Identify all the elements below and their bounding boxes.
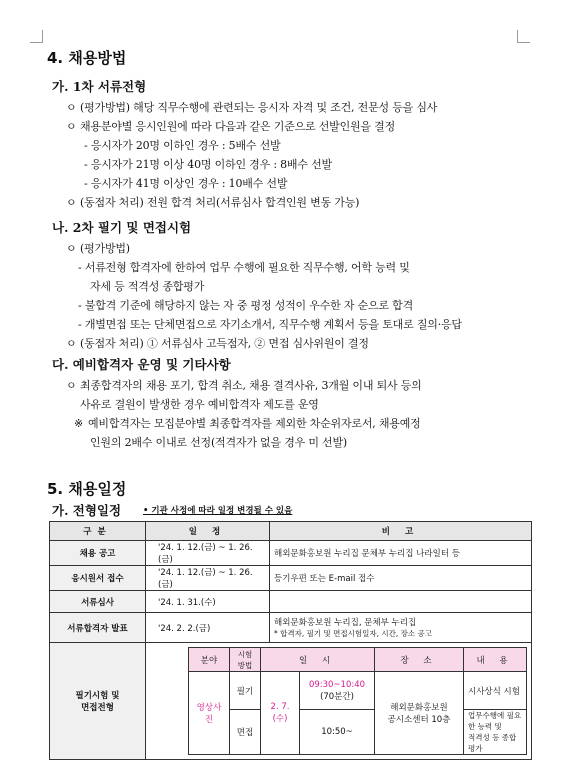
table-row <box>50 566 532 591</box>
exam-field: 영상사진 <box>189 672 230 755</box>
section4a-line2: ㅇ 채용분야별 응시인원에 따라 다음과 같은 기준으로 선발인원을 결정 <box>66 120 396 133</box>
section4c-title: 다. 예비합격자 운영 및 기타사항 <box>52 357 231 372</box>
section4c-line2a: ※ 예비합격자는 모집분야별 최종합격자를 제외한 차순위자로서, 채용예정 <box>74 417 421 430</box>
inner-header-row <box>189 648 527 672</box>
row-note: 등기우편 또는 E-mail 접수 <box>270 566 532 591</box>
table-row <box>50 591 532 613</box>
section4c-line2b: 인원의 2배수 이내로 선정(적격자가 없을 경우 미 선발) <box>90 436 348 449</box>
exam-method: 면접 <box>230 710 261 755</box>
inner-row <box>189 710 527 755</box>
row-label: 응시원서 접수 <box>50 566 146 591</box>
section4a-sub2: - 응시자가 21명 이상 40명 이하인 경우 : 8배수 선발 <box>84 158 332 171</box>
table-header: 구분 <box>50 522 146 541</box>
section4a-line3: ㅇ (동점자 처리) 전원 합격 처리(서류심사 합격인원 변동 가능) <box>66 196 360 209</box>
reference-mark: ※ <box>74 417 84 430</box>
exam-method: 필기 <box>230 672 261 710</box>
table-row <box>50 613 532 643</box>
inner-header: 내 용 <box>464 648 527 672</box>
section4b-title: 나. 2차 필기 및 면접시험 <box>52 220 192 235</box>
section4a-title: 가. 1차 서류전형 <box>52 79 147 94</box>
schedule-note: • 기관 사정에 따라 일정 변경될 수 있음 <box>143 506 293 516</box>
inner-row <box>189 672 527 710</box>
section5-title: 5. 채용일정 <box>47 480 127 498</box>
bullet-circle: ㅇ <box>66 196 77 209</box>
row-date: '24. 1. 12.(금) ~ 1. 26.(금) <box>146 566 270 591</box>
table-header: 일 정 <box>146 522 270 541</box>
page-corner-mark-left <box>30 30 43 43</box>
section4b-sub3: - 개별면접 또는 단체면접으로 자기소개서, 직무수행 계획서 등을 토대로 질의·응답 <box>78 318 462 331</box>
exam-time-interview: 10:50~ <box>300 710 375 755</box>
section4c-line1a: ㅇ 최종합격자의 채용 포기, 합격 취소, 채용 결격사유, 3개월 이내 퇴사 등의 <box>66 379 422 392</box>
row-note: 해외문화홍보원 누리집, 문체부 누리집 * 합격자, 필기 및 면접시험일자, 시간, 장소 공고 <box>270 613 532 643</box>
table-header: 비 고 <box>270 522 532 541</box>
bullet-circle: ㅇ <box>66 337 77 350</box>
bullet-circle: ㅇ <box>66 242 77 255</box>
section4b-line2: ㅇ (동점자 처리) ① 서류심사 고득점자, ② 면접 심사위원이 결정 <box>66 337 369 350</box>
row-label: 채용 공고 <box>50 541 146 566</box>
exam-cell <box>146 643 532 760</box>
inner-header: 일 시 <box>261 648 375 672</box>
row-date: '24. 2. 2.(금) <box>146 613 270 643</box>
inner-header: 시험 방법 <box>230 648 261 672</box>
section4-title: 4. 채용방법 <box>47 49 127 67</box>
row-label: 서류심사 <box>50 591 146 613</box>
bullet-circle: ㅇ <box>66 379 77 392</box>
table-row-exam <box>50 643 532 760</box>
exam-content: 시사상식 시험 <box>464 672 527 710</box>
exam-content: 업무수행에 필요한 능력 및 적격성 등 종합 평가 <box>464 710 527 755</box>
section4a-line1: ㅇ (평가방법) 해당 직무수행에 관련되는 응시자 자격 및 조건, 전문성 등을 심사 <box>66 101 438 114</box>
table-row <box>50 541 532 566</box>
section4a-sub1: - 응시자가 20명 이하인 경우 : 5배수 선발 <box>84 139 281 152</box>
section4a-sub3: - 응시자가 41명 이상인 경우 : 10배수 선발 <box>84 177 288 190</box>
schedule-table <box>49 521 532 760</box>
row-label: 필기시험 및 면접전형 <box>50 643 146 760</box>
section4b-sub1b: 자세 등 적격성 종합평가 <box>90 280 205 293</box>
section4c-line1b: 사유로 결원이 발생한 경우 예비합격자 제도를 운영 <box>80 398 319 411</box>
section5a-title: 가. 전형일정 <box>52 503 122 518</box>
section4b-line1: ㅇ (평가방법) <box>66 242 130 255</box>
exam-place: 해외문화홍보원 공시소센터 10층 <box>375 672 464 755</box>
exam-time-written: 09:30~10:40 (70분간) <box>300 672 375 710</box>
row-date: '24. 1. 31.(수) <box>146 591 270 613</box>
bullet-circle: ㅇ <box>66 101 77 114</box>
inner-header: 분야 <box>189 648 230 672</box>
row-note: 해외문화홍보원 누리집 문체부 누리집 나라일터 등 <box>270 541 532 566</box>
page-corner-mark-right <box>517 30 530 43</box>
table-header-row <box>50 522 532 541</box>
exam-date: 2. 7. (수) <box>261 672 300 755</box>
bullet-circle: ㅇ <box>66 120 77 133</box>
section4b-sub1a: - 서류전형 합격자에 한하여 업무 수행에 필요한 직무수행, 어학 능력 및 <box>78 261 410 274</box>
row-note <box>270 591 532 613</box>
row-date: '24. 1. 12.(금) ~ 1. 26.(금) <box>146 541 270 566</box>
exam-inner-table <box>188 647 527 755</box>
inner-header: 장 소 <box>375 648 464 672</box>
section4b-sub2: - 불합격 기준에 해당하지 않는 자 중 평정 성적이 우수한 자 순으로 합격 <box>78 299 414 312</box>
row-label: 서류합격자 발표 <box>50 613 146 643</box>
